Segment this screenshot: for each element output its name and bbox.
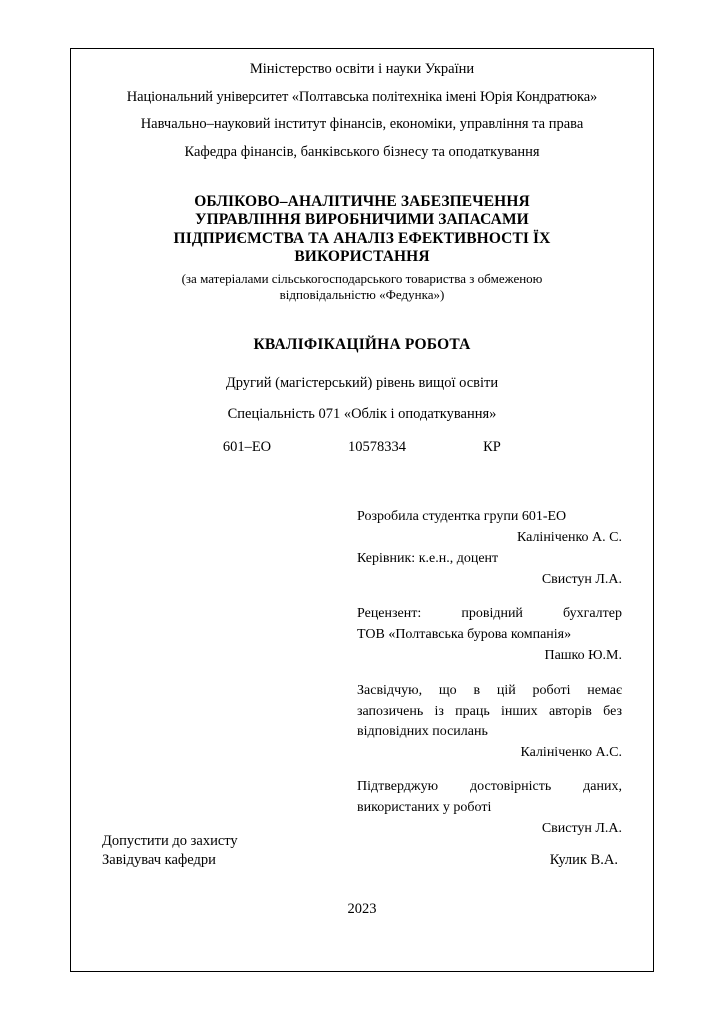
confirmation-line-1: Підтверджую достовірність даних, xyxy=(357,779,622,795)
declaration-signer: Калініченко А.С. xyxy=(520,745,622,761)
head-name: Кулик В.А. xyxy=(549,852,618,869)
author-name: Калініченко А. С. xyxy=(516,530,622,546)
work-type-heading: КВАЛІФІКАЦІЙНА РОБОТА xyxy=(253,336,471,354)
thesis-subtitle: (за матеріалами сільськогосподарського товариства з обмеженою відповідальністю «Федунка») xyxy=(181,271,543,302)
code-group: 601–ЕО xyxy=(222,439,272,456)
reviewer-role-line-2: ТОВ «Полтавська бурова компанія» xyxy=(357,626,572,642)
thesis-title-line-2: УПРАВЛІННЯ ВИРОБНИЧИМИ ЗАПАСАМИ xyxy=(195,211,529,229)
code-kr: КР xyxy=(483,439,501,456)
thesis-title-line-1: ОБЛІКОВО–АНАЛІТИЧНЕ ЗАБЕЗПЕЧЕННЯ xyxy=(194,193,530,210)
title-page-content xyxy=(86,62,638,958)
ministry-line: Міністерство освіти і науки України xyxy=(249,61,475,77)
institute-line: Навчально–науковий інститут фінансів, економіки, управління та права xyxy=(140,116,584,132)
supervisor-name: Свистун Л.А. xyxy=(541,572,622,588)
code-number: 10578334 xyxy=(348,439,406,456)
confirmation-signer: Свистун Л.А. xyxy=(541,821,622,837)
thesis-title-line-3: ПІДПРИЄМСТВА ТА АНАЛІЗ ЕФЕКТИВНОСТІ ЇХ xyxy=(173,229,551,247)
declaration-line-2: запозичень із праць інших авторів без xyxy=(357,703,622,719)
thesis-title xyxy=(102,193,622,266)
approval-line-2: Завідувач кафедри xyxy=(102,852,216,869)
author-role: Розробила студентка групи 601-ЕО xyxy=(357,509,567,525)
reviewer-name: Пашко Ю.М. xyxy=(544,647,622,663)
reviewer-role-line-1: Рецензент: провідний бухгалтер xyxy=(357,605,622,621)
department-line: Кафедра фінансів, банківського бізнесу та оподаткування xyxy=(184,143,540,160)
approval-row xyxy=(102,851,622,870)
codes-row xyxy=(102,439,622,456)
university-line: Національний університет «Полтавська політехніка імені Юрія Кондратюка» xyxy=(126,88,598,105)
supervisor-role: Керівник: к.е.н., доцент xyxy=(357,551,499,567)
approval-line-1: Допустити до захисту xyxy=(102,833,238,850)
year-line: 2023 xyxy=(347,901,377,917)
institution-header xyxy=(102,62,622,159)
confirmation-line-2: використаних у роботі xyxy=(357,800,492,816)
approval-block xyxy=(102,832,622,870)
signatures-block xyxy=(357,508,622,838)
degree-level: Другий (магістерський) рівень вищої освіти xyxy=(225,375,499,392)
declaration-line-3: відповідних посилань xyxy=(357,724,488,740)
declaration-line-1: Засвідчую, що в цій роботі немає xyxy=(357,682,622,698)
thesis-title-line-4: ВИКОРИСТАННЯ xyxy=(294,247,430,265)
specialty-line: Спеціальність 071 «Облік і оподаткування» xyxy=(227,406,497,423)
